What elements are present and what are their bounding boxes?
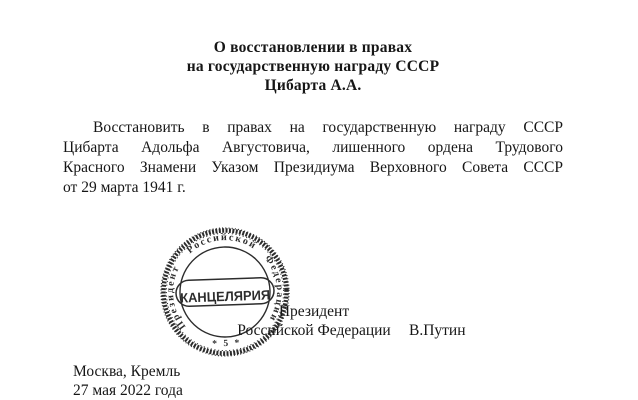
signer-title-line-2: Российской Федерации	[237, 322, 391, 339]
decree-title-line-3: Цибарта А.А.	[264, 77, 362, 94]
stamp-ring-text: Федерации	[262, 253, 286, 325]
decree-body-line-2: Цибарта Адольфа Августовича, лишенного ордена Трудового	[63, 139, 563, 156]
decree-title	[63, 38, 563, 95]
stamp-ring-text: Президент	[164, 263, 189, 332]
decree-title-line-2: на государственную награду СССР	[186, 58, 440, 75]
decree-body-line-4: от 29 марта 1941 г.	[63, 179, 186, 196]
place-line: Москва, Кремль	[73, 363, 181, 380]
decree-title-line-1: О восстановлении в правах	[213, 39, 413, 56]
decree-body	[63, 118, 563, 198]
stamp-center-label: КАНЦЕЛЯРИЯ	[179, 287, 275, 306]
stamp-ring-text: Российской	[184, 232, 259, 256]
place-date-block	[73, 362, 183, 400]
date-line: 27 мая 2022 года	[73, 382, 183, 399]
stamp-bottom-mark: * 5 *	[212, 338, 242, 350]
chancellery-stamp-icon	[157, 224, 293, 360]
decree-body-line-3: Красного Знамени Указом Президиума Верховного Совета СССР	[63, 159, 563, 176]
signer-name: В.Путин	[409, 322, 466, 339]
decree-body-line-1: Восстановить в правах на государственную награду СССР	[93, 119, 563, 136]
signer-title-line-1: Президент	[278, 303, 350, 320]
